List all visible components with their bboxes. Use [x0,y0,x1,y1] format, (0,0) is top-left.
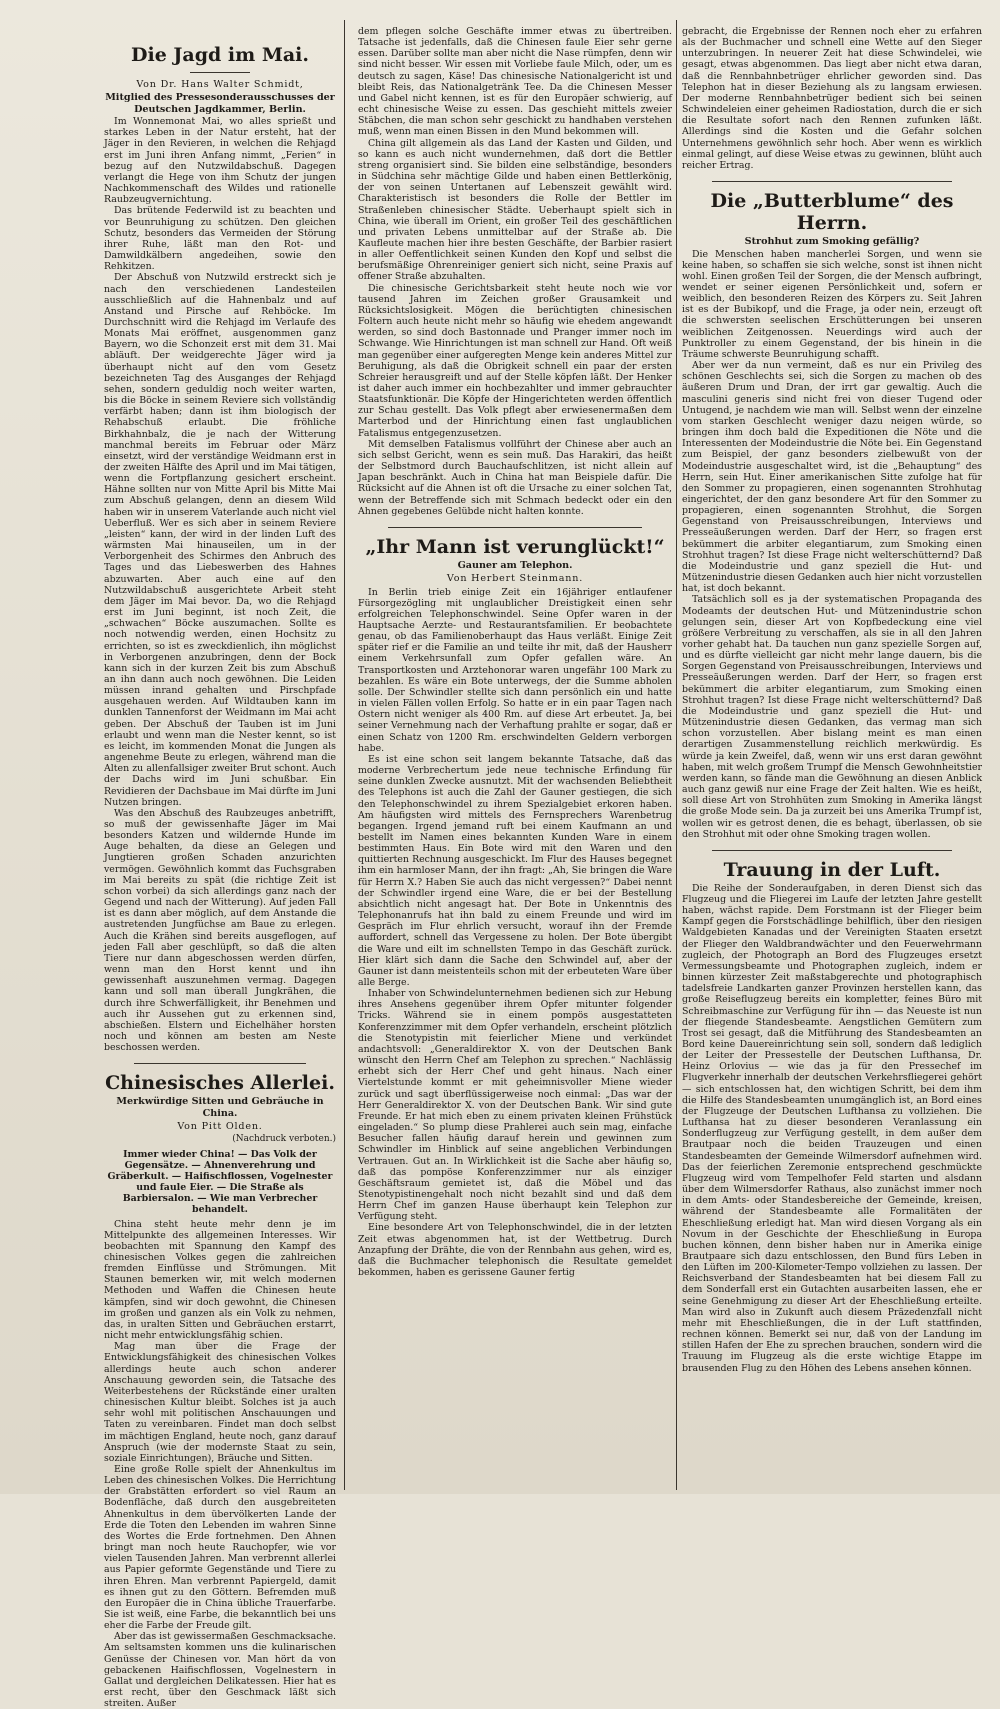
column-1 [104,38,337,1709]
paragraph: Die chinesische Gerichtsbarkeit steht heute noch wie vor tausend Jahren im Zeichen großer Grausamkeit und Rücksichtslosigkeit. Mögen die berüchtigten chinesischen Foltern auch heute nicht mehr so häufig wie ehedem angewandt werden, so sind doch Bastonnade und Pranger immer noch im Schwange. Wie Hinrichtungen ist man schnell zur Hand. Oft weiß man gegenüber einer aufgeregten Menge kein anderes Mittel zur Beruhigung, als daß die Obrigkeit schnell ein paar der ersten Schreier herausgreift und auf der Stelle köpfen läßt. Der Henker ist daher auch immer ein hochbezahlter und immer gebrauchter Staatsfunktionär. Die Köpfe der Hingerichteten werden öffentlich zur Schau gestellt. Das Volk pflegt aber erwiesenermaßen dem Marterbod und der Hinrichtung einen fast unglaublichen Fatalismus entgegenzusetzen. [358,282,672,439]
article-author-telephon: Von Herbert Steinmann. [446,573,584,585]
article-affiliation-jagd: Mitglied des Pressesonderausschusses der Deutschen Jagdkammer, Berlin. [105,92,335,115]
paragraph: Inhaber von Schwindelunternehmen bedienen sich zur Hebung ihres Ansehens gegenüber ihrem Opfer mitunter folgender Tricks. Während sie in einem pompös ausgestatteten Konferenzzimmer mit dem Opfer verhandeln, erscheint plötzlich die Stenotypistin mit feierlicher Miene und verkündet andachtsvoll: „Generaldirektor X. von der Deutschen Bank wünscht den Herrn Chef am Telephon zu sprechen.“ Nachlässig erhebt sich der Herr Chef und geht hinaus. Nach einer Viertelstunde kommt er mit geheimnisvoller Miene wieder zurück und sagt überflüssigerweise noch einmal: „Das war der Herr Generaldirektor X. von der Deutschen Bank. Wir sind gute Freunde. Er hat mich eben zu einem privaten kleinen Frühstück eingeladen.“ So plump diese Prahlerei auch sein mag, einfache Besucher fallen häufig darauf herein und gewinnen zum Schwindler im Hinblick auf seine angeblichen Verbindungen Vertrauen. Gut an. In Wirklichkeit ist die Sache aber häufig so, daß das pompöse Konferenzzimmer nur als einziger Geschäftsraum gemietet ist, daß die Möbel und das Stenotypistinengehalt noch nicht bezahlt sind und daß dem Herrn Chef im ganzen Hause überhaupt kein Telephon zur Verfügung steht. [358,988,672,1223]
title-underline [190,72,250,73]
article-separator [134,1063,306,1064]
paragraph: Der Abschuß von Nutzwild erstreckt sich je nach den verschiedenen Landesteilen ausschließlich auf die Hahnenbalz und auf Anstand und Pirsche auf Rehböcke. Im Durchschnitt wird die Rehjagd im Verlaufe des Monats Mai eröffnet, ausgenommen ganz Bayern, wo die Schonzeit erst mit dem 31. Mai abläuft. Der weidgerechte Jäger wird ja überhaupt nicht auf den vom Gesetz bezeichneten Tag des Ausganges der Rehjagd sehen, sondern geduldig noch weiter warten, bis die Böcke in seinem Reviere sich vollständig verfärbt haben; dann ist ihm biologisch der Rehabschuß erlaubt. Die fröhliche Birkhahnbalz, die je nach der Witterung manchmal bereits im Februar oder März einsetzt, wird der verständige Weidmann erst in der zweiten Hälfte des April und im Mai tätigen, wenn die Fortpflanzung gesichert erscheint. Hähne sollten nur von Mitte April bis Mitte Mai zum Abschuß gelangen, denn an diesem Wild haben wir in unserem Vaterlande auch nicht viel Ueberfluß. Wer es sich aber in seinem Reviere „leisten“ kann, der wird in der linden Luft des wärmsten Mai hinauseilen, um in der Verborgenheit des Schirmes den Anbruch des Tages und das Liebeswerben des Hahnes abzuwarten. Aber auch eine auf den Nutzwildabschuß ausgerichtete Arbeit steht dem Jäger im Mai bevor. Da, wo die Rehjagd erst im Juni beginnt, ist noch Zeit, die „schwachen“ Böcke auszumachen. Sollte es noch notwendig werden, einen Hochsitz zu errichten, so ist es zweckdienlich, ihn möglichst in Verborgenen anzubringen, denn der Bock kann sich in der kurzen Zeit bis zum Abschuß an ihn dann auch noch gewöhnen. Die Leiden müssen inrand gehalten und Pirschpfade ausgehauen werden. Auf Wildtauben kann im dunklen Tannenforst der Weidmann im Mai acht geben. Der Abschuß der Tauben ist im Juni erlaubt und wenn man die Nester kennt, so ist es leicht, im kommenden Monat die Jungen als angenehme Beute zu erlegen, während man die Alten zu allenfallsiger zweiter Brut schont. Auch der Dachs wird im Juni schußbar. Ein Revidieren der Dachsbaue im Mai dürfte im Juni Nutzen bringen. [104,272,336,808]
article-title-jagd: Die Jagd im Mai. [131,44,309,66]
paragraph: Im Wonnemonat Mai, wo alles sprießt und starkes Leben in der Natur ersteht, hat der Jäger in den Revieren, in welchen die Rehjagd erst im Juni ihren Anfang nimmt, „Ferien“ in bezug auf den Nutzwildabschuß. Dagegen verlangt die Hege von ihm Schutz der jungen Nachkommenschaft des Wildes und rationelle Raubzeugvernichtung. [104,116,336,206]
paragraph: Tatsächlich soll es ja der systematischen Propaganda des Modeamts der deutschen Hut- und Mützenindustrie schon gelungen sein, dieser Art von Kopfbedeckung eine viel größere Verbreitung zu verschaffen, als sie in all den Jahren vorher gehabt hat. Da tauchen nun ganz spezielle Sorgen auf, und es dürfte vielleicht gar nicht mehr lange dauern, bis die Sorgen Gegenstand von Preisausschreibungen, Interviews und Presseäußerungen werden. Darf der Herr, so fragen erst bekümmert die arbiter elegantiarum, zum Smoking einen Strohhut tragen? Ist diese Frage nicht welterschütternd? Daß die Modeindustrie und ganz speziell die Hut- und Mützenindustrie diesen Gedanken, das vermag man sich schon vorzustellen. Aber bislang meint es man einen derartigen Zusammenstellung reichlich merkwürdig. Es würde ja kein Zweifel, daß, wenn wir uns erst daran gewöhnt haben, mit welch großem Trumpf die Mensch Gewohnheitstier werden kann, so fände man die Gewöhnung an diesen Anblick auch ganz gewiß nur eine Frage der Zeit halten. Wie es heißt, soll diese Art von Strohhüten zum Smoking in Amerika längst die große Mode sein. Da ja zurzeit bei uns Amerika Trumpf ist, wollen wir es getrost denen, die es behagt, überlassen, ob sie den Strohhut mit oder ohne Smoking tragen wollen. [682,594,982,840]
article-separator [712,181,952,182]
article-subtitle-telephon: Gauner am Telephon. [457,559,573,571]
column-rule-right [676,20,677,1490]
article-subtitle-china: Merkwürdige Sitten und Gebräuche in China. [116,1096,324,1119]
article-author-china: Von Pitt Olden. [177,1121,263,1133]
article-title-trauung: Trauung in der Luft. [723,858,941,881]
article-title-telephon: „Ihr Mann ist verunglückt!“ [365,535,665,558]
column-3 [682,26,982,1472]
paragraph: Aber wer da nun vermeint, daß es nur ein Privileg des schönen Geschlechts sei, sich die Sorgen zu machen ob des äußeren Drum und Dran, der irrt gar gewaltig. Auch die masculini generis sind nicht frei von dieser Tugend oder Untugend, je nachdem wie man will. Selbst wenn der einzelne vom starken Geschlecht weniger dazu neigen würde, so bringen ihm doch bald die Expeditionen die Nöte und die Interessenten der Modeindustrie die Nöte bei. Ein Gegenstand zum Beispiel, der ganz besonders zielbewußt von der Modeindustrie ausgeschaltet wird, ist die „Behauptung“ des Herrn, sein Hut. Einer amerikanischen Sitte zufolge hat für den Sommer zu propagieren, einen sogenannten Strohhutag eingerichtet, der den ganz besondere Art für den Sommer zu propagieren, einen sogenannten Strohhut, die Sorgen Gegenstand von Preisausschreibungen, Interviews und Presseäußerungen werden. Darf der Herr, so fragen erst bekümmert die arbiter elegantiarum, zum Smoking einen Strohhut tragen? Ist diese Frage nicht welterschütternd? Daß die Modeindustrie und ganz speziell die Hut- und Mützenindustrie diesen Gedanken auch hier nicht vorzustellen hat, ist doch bekannt. [682,360,982,595]
paragraph: Es ist eine schon seit langem bekannte Tatsache, daß das moderne Verbrechertum jede neue technische Erfindung für seine dunklen Zwecke ausnutzt. Mit der wachsenden Beliebtheit des Telephons ist auch die Zahl der Gauner gestiegen, die sich den Telephonschwindel zu ihrem Spezialgebiet erkoren haben. Am häufigsten wird mittels des Fernsprechers Warenbetrug begangen. Irgend jemand ruft bei einem Kaufmann an und bestellt im Namen eines bekannten Kunden Ware in einem bestimmten Haus. Ein Bote wird mit den Waren und den quittierten Rechnung ausgeschickt. Im Flur des Hauses begegnet ihm ein harmloser Mann, der ihn fragt: „Ah, Sie bringen die Ware für Herrn X.? Haben Sie auch das nicht vergessen?“ Dabei nennt der Schwindler irgend eine Ware, die er bei der Bestellung absichtlich nicht angesagt hat. Der Bote in Unkenntnis des Telephonanrufs hat ihn bald zu einem Freunde und wird im Gespräch im Flur ehrlich versucht, worauf ihn der Fremde auffordert, schnell das Vergessene zu holen. Der Bote übergibt die Ware und eilt im schnellsten Tempo in das Geschäft zurück. Hier klärt sich dann die Sache den Schwindel auf, aber der Gauner ist dann meistenteils schon mit der erbeuteten Ware über alle Berge. [358,753,672,988]
article-lead-china: Immer wieder China! — Das Volk der Gegensätze. — Ahnenverehrung und Gräberkult. — Haifischflossen, Vogelnester und faule Eier. — Die Straße als Barbiersalon. — Wie man Verbrecher behandelt. [107,1148,333,1216]
article-title-china: Chinesisches Allerlei. [105,1072,335,1095]
paragraph: Mit demselben Fatalismus vollführt der Chinese aber auch an sich selbst Gericht, wenn es sein muß. Das Harakiri, das heißt der Selbstmord durch Bauchaufschlitzen, ist nicht allein auf Japan beschränkt. Auch in China hat man Beispiele dafür. Die Rücksicht auf die Ahnen ist oft die Ursache zu einer solchen Tat, wenn der Betreffende sich mit Schmach bedeckt oder ein den Ahnen gegebenes Gelübde nicht halten konnte. [358,438,672,517]
paragraph: dem pflegen solche Geschäfte immer etwas zu übertreiben. Tatsache ist jedenfalls, daß die Chinesen faule Eier sehr gerne essen. Darüber sollte man aber nicht die Nase rümpfen, denn wir sind nicht besser. Wir essen mit Vorliebe faule Milch, oder, um es deutsch zu sagen, Käse! Das chinesische Nationalgericht ist und bleibt Reis, das Nationalgetränk Tee. Da die Chinesen Messer und Gabel nicht kennen, ist es für den Europäer schwierig, auf echt chinesische Weise zu essen. Das geschieht mittels zweier Stäbchen, die man schon sehr geschickt zu handhaben verstehen muß, wenn man einen Bissen in den Mund bekommen will. [358,26,672,138]
paragraph: Was den Abschuß des Raubzeuges anbetrifft, so muß der gewissenhafte Jäger im Mai besonders Katzen und wildernde Hunde im Auge behalten, da diese an Gelegen und Jungtieren großen Schaden anzurichten vermögen. Gewöhnlich kommt das Fuchsgraben im Mai bereits zu spät (die richtige Zeit ist schon vorbei) da sich allerdings ganz nach der Gegend und nach der Witterung). Auf jeden Fall ist es dann aber möglich, auf dem Anstande die austretenden Jungfüchse am Baue zu erlegen. Auch die Krähen sind bereits ausgeflogen, auf jeden Fall aber geschlüpft, so daß die alten Tiere nur dann abgeschossen werden dürfen, wenn man den Horst kennt und ihn gewissenhaft auszunehmen vermag. Dagegen kann und soll man überall Jungkrähen, die durch ihre Schwerfälligkeit, ihr Benehmen und auch ihr Aussehen gut zu erkennen sind, abschießen. Elstern und Eichelhäher horsten noch und können am besten am Neste beschossen werden. [104,807,336,1054]
column-rule-left [344,20,345,1490]
paragraph: Eine besondere Art von Telephonschwindel, die in der letzten Zeit etwas abgenommen hat, ist der Wettbetrug. Durch Anzapfung der Drähte, die von der Rennbahn aus gehen, wird es, daß die Buchmacher telephonisch die Resultate gemeldet bekommen, haben es gerissene Gauner fertig [358,1222,672,1279]
paragraph: gebracht, die Ergebnisse der Rennen noch eher zu erfahren als der Buchmacher und schnell eine Wette auf den Sieger unterzubringen. In neuerer Zeit hat diese Schwindelei, wie gesagt, etwas abgenommen. Das liegt aber nicht etwa daran, daß die Rennbahnbetrüger ehrlicher geworden sind. Das Telephon hat in dieser Beziehung als zu langsam erwiesen. Der moderne Rennbahnbetrüger bedient sich bei seinen Schwindeleien einer geheimen Radiostation, durch die er sich die Resultate sofort nach den Rennen zufunken läßt. Allerdings sind die Kosten und die Gefahr solchen Unternehmens gewöhnlich sehr hoch. Aber wenn es wirklich einmal gelingt, auf diese Weise etwas zu gewinnen, blüht auch reicher Ertrag. [682,26,982,171]
article-separator [388,527,642,528]
column-2 [358,26,672,1472]
article-separator [712,850,952,851]
paragraph: Die Menschen haben mancherlei Sorgen, und wenn sie keine haben, so schaffen sie sich welche, sonst ist ihnen nicht wohl. Einen großen Teil der Sorgen, die der Mensch aufbringt, wendet er seiner eigenen Persönlichkeit und, sofern er weiblich, den besonderen Reizen des Körpers zu. Seit Jahren ist es der Bubikopf, und die Frage, ja oder nein, erzeugt oft die schwersten seelischen Erschütterungen bei unseren weiblichen Zeitgenossen. Neuerdings wird auch der Punktroller zu einem Gegenstand, der bis hinein in die Träume schwerste Beunruhigung schafft. [682,248,982,360]
article-author-jagd: Von Dr. Hans Walter Schmidt, [136,79,304,90]
paragraph: Das brütende Federwild ist zu beachten und vor Beunruhigung zu schützen. Den gleichen Schutz, besonders das Vermeiden der Störung ihrer Ruhe, läßt man den Rot- und Damwildkälbern angedeihen, sowie den Rehkitzen. [104,205,336,273]
paragraph: Eine große Rolle spielt der Ahnenkultus im Leben des chinesischen Volkes. Die Herrichtung der Grabstätten erfordert so viel Raum an Bodenfläche, daß durch den ausgebreiteten Ahnenkultus in dem übervölkerten Lande der Erde die Toten den Lebenden im wahren Sinne des Wortes die Erde fortnehmen. Den Ahnen bringt man noch heute Rauchopfer, wie vor vielen Tausenden Jahren. Man verbrennt allerlei aus Papier geformte Gegenstände und Tiere zu ihren Ehren. Man verbrennt Papiergeld, damit es ihnen gut zu den Göttern. Befremden muß den Europäer die in China übliche Trauerfarbe. Sie ist weiß, eine Farbe, die bekanntlich bei uns eher die Farbe der Freude gilt. [104,1463,336,1632]
paragraph: Die Reihe der Sonderaufgaben, in deren Dienst sich das Flugzeug und die Fliegerei im Laufe der letzten Jahre gestellt haben, wächst rapide. Dem Forstmann ist der Flieger beim Kampf gegen die Forstschädlinge behilflich, über den riesigen Waldgebieten Kanadas und der Vereinigten Staaten ersetzt der Flieger den Waldbrandwächter und den Feuerwehrmann zugleich, der Photograph an Bord des Flugzeuges ersetzt Vermessungsbeamte und Photographen zugleich, indem er binnen kürzester Zeit maßstabgerechte und photographisch tadelsfreie Landkarten ganzer Provinzen herstellen kann, das große Reiseflugzeug bereits ein kompletter, feines Büro mit Schreibmaschine zur Verfügung für ihn — das Neueste ist nun der fliegende Standesbeamte. Aengstlichen Gemütern zum Trost sei gesagt, daß die Mitführung des Standesbeamten an Bord keine Dauereinrichtung sein soll, sondern daß lediglich der Leiter der Pressestelle der Deutschen Lufthansa, Dr. Heinz Orlovius — wie das ja für den Pressechef im Flugverkehr innerhalb der deutschen Verkehrsfliegerei gehört — sich entschlossen hat, den wichtigen Schritt, bei dem ihm die Hilfe des Standesbeamten unumgänglich ist, an Bord eines der Flugzeuge der Deutschen Lufthansa zu vollziehen. Die Lufthansa hat zu dieser besonderen Veranlassung ein Sonderflugzeug zur Verfügung gestellt, in dem außer dem Brautpaar noch die beiden Trauzeugen und einen Standesbeamten der Gemeinde Wilmersdorf aufnehmen wird. Das der feierlichen Zeremonie entsprechend geschmückte Flugzeug wird vom Tempelhofer Feld starten und alsdann über dem Wilmersdorfer Rathaus, also zunächst immer noch in dem Amts- oder Standesbereiche der Gemeinde, kreisen, während der Standesbeamte alle Formalitäten der Eheschließung erledigt hat. Man wird diesen Vorgang als ein Novum in der Geschichte der Eheschließung in Europa buchen können, denn bisher haben nur in Amerika einige Brautpaare sich dazu entschlossen, den Bund fürs Leben in den Lüften im 200-Kilometer-Tempo vollziehen zu lassen. Der Reichsverband der Standesbeamten hat bei diesem Fall zu dem Sonderfall erst ein Gutachten ausarbeiten lassen, ehe er seine Genehmigung zu dieser Art der Eheschließung erteilte. Man wird also in Zukunft auch diesem Präzedenzfall nicht mehr mit Eheschließungen, die in der Luft stattfinden, rechnen können. Bemerkt sei nur, daß von der Landung im stillen Hafen der Ehe zu sprechen brauchen, sondern wird die Trauung im Flugzeug als die erste wichtige Etappe im brausenden Flug zu den Höhen des Lebens ansehen können. [682,882,982,1374]
paragraph: Mag man über die Frage der Entwicklungsfähigkeit des chinesischen Volkes allerdings heute auch schon anderer Anschauung geworden sein, die Tatsache des Weiterbestehens der Rückstände einer uralten chinesischen Kultur bleibt. Solches ist ja auch sehr wohl mit politischen Anschauungen und Taten zu vereinbaren. Findet man doch selbst im mächtigen England, heute noch, ganz darauf Anspruch (wie der modernste Staat zu sein, soziale Einrichtungen), Bräuche und Sitten. [104,1341,336,1464]
reprint-note: (Nachdruck verboten.) [232,1134,336,1145]
paragraph: Aber das ist gewissermaßen Geschmacksache. Am seltsamsten kommen uns die kulinarischen Genüsse der Chinesen vor. Man hört da von gebackenen Haifischflossen, Vogelnestern in Gallat und dergleichen Delikatessen. Hier hat es erst recht, über den Geschmack läßt sich streiten. Außer [104,1631,337,1709]
paragraph: In Berlin trieb einige Zeit ein 16jähriger entlaufener Fürsorgezögling mit unglaublicher Dreistigkeit einen sehr erfolgreichen Telephonschwindel. Seine Opfer waren in der Hauptsache Aerzte- und Restaurantsfamilien. Er beobachtete genau, ob das Familienoberhaupt das Haus verläßt. Einige Zeit später rief er die Familie an und teilte ihr mit, daß der Hausherr einem Verkehrsunfall zum Opfer gefallen wäre. An Transportkosten und Arztehonorar waren ungefähr 100 Mark zu bezahlen. Es wäre ein Bote unterwegs, der die Summe abholen solle. Der Schwindler stellte sich dann persönlich ein und hatte in vielen Fällen vollen Erfolg. So hatte er in ein paar Tagen nach Ostern nicht weniger als 400 Rm. auf diese Art erbeutet. Ja, bei seiner Vernehmung nach der Verhaftung prahlte er sogar, daß er einen Schatz von 1200 Rm. erschwindelten Geldern verborgen habe. [358,586,672,754]
paragraph: China gilt allgemein als das Land der Kasten und Gilden, und so kann es auch nicht wundernehmen, daß dort die Bettler streng organisiert sind. Sie bilden eine selbständige, besonders in Südchina sehr mächtige Gilde und haben einen Bettlerkönig, der von seinen Untertanen auf Lebenszeit gewählt wird. Charakteristisch ist besonders die Rolle der Bettler im Straßenleben chinesischer Städte. Ueberhaupt spielt sich in China, wie überall im Orient, ein großer Teil des geschäftlichen und privaten Lebens unmittelbar auf der Straße ab. Die Kaufleute machen hier ihre besten Geschäfte, der Barbier rasiert in aller Oeffentlichkeit seinen Kunden den Kopf und selbst die berufsmäßige Ohrenreiniger geniert sich nicht, seine Praxis auf offener Straße abzuhalten. [358,137,672,283]
article-subtitle-butterblume: Strohhut zum Smoking gefällig? [744,236,920,248]
paragraph: China steht heute mehr denn je im Mittelpunkte des allgemeinen Interesses. Wir beobachten mit Spannung den Kampf des chinesischen Volkes gegen die zahlreichen fremden Einflüsse und Strömungen. Mit Staunen bemerken wir, mit welch modernen Methoden und Waffen die Chinesen heute kämpfen, sind wir doch gewohnt, die Chinesen im großen und ganzen als ein Volk zu nehmen, das, in uralten Sitten und Gebräuchen erstarrt, nicht mehr entwicklungsfähig schien. [104,1218,336,1342]
article-title-butterblume: Die „Butterblume“ des Herrn. [710,190,954,235]
